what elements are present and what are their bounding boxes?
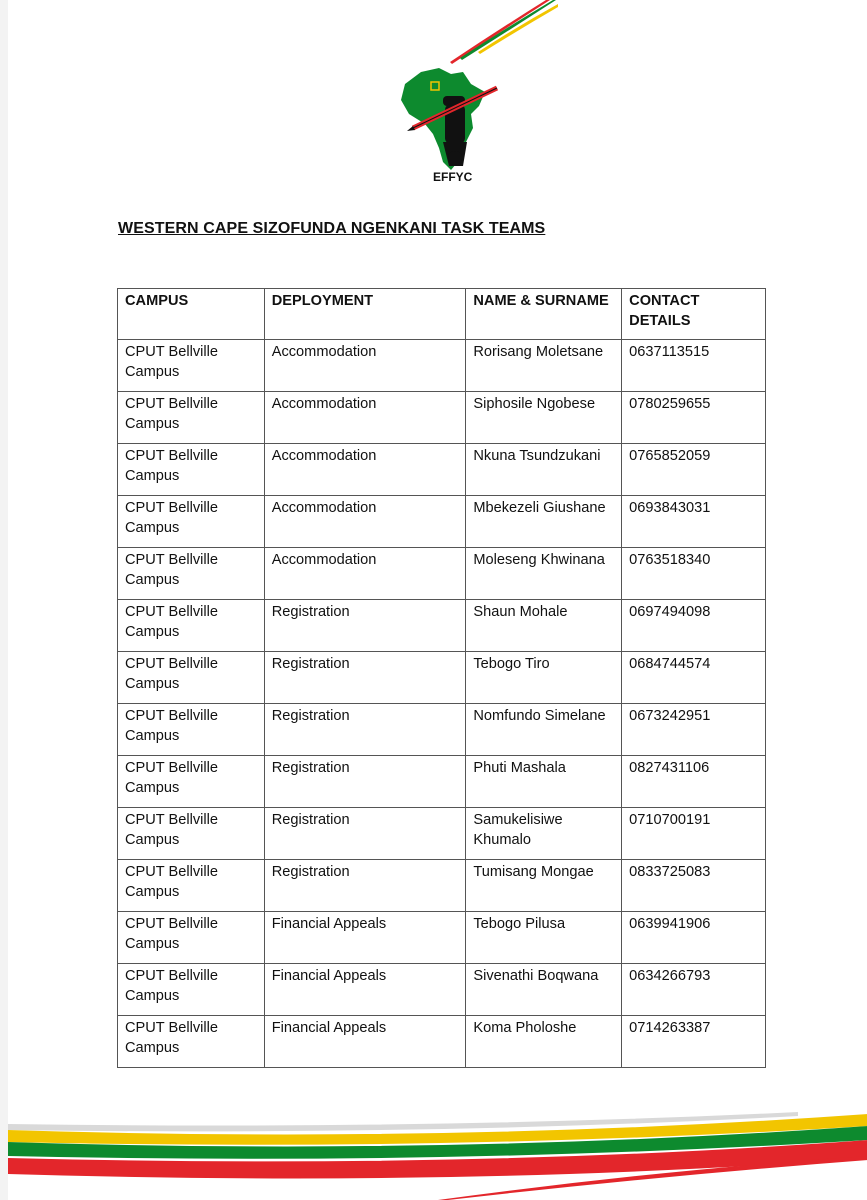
logo-wordmark: EFFYC — [433, 170, 473, 184]
table-row — [118, 652, 766, 704]
cell-campus: CPUT Bellville Campus — [118, 912, 265, 964]
cell-contact-details: 0634266793 — [622, 964, 766, 1016]
cell-campus: CPUT Bellville Campus — [118, 340, 265, 392]
cell-name-surname: Mbekezeli Giushane — [466, 496, 622, 548]
bottom-stripe-decoration — [8, 1100, 867, 1200]
cell-deployment: Financial Appeals — [264, 964, 466, 1016]
table-row — [118, 860, 766, 912]
table-row — [118, 340, 766, 392]
table-row — [118, 548, 766, 600]
document-page — [8, 0, 867, 1200]
cell-deployment: Financial Appeals — [264, 912, 466, 964]
table-row — [118, 808, 766, 860]
cell-name-surname: Phuti Mashala — [466, 756, 622, 808]
cell-name-surname: Rorisang Moletsane — [466, 340, 622, 392]
header-deployment: DEPLOYMENT — [264, 289, 466, 340]
cell-contact-details: 0833725083 — [622, 860, 766, 912]
cell-name-surname: Moleseng Khwinana — [466, 548, 622, 600]
cell-campus: CPUT Bellville Campus — [118, 444, 265, 496]
header-campus: CAMPUS — [118, 289, 265, 340]
cell-deployment: Registration — [264, 808, 466, 860]
cell-contact-details: 0637113515 — [622, 340, 766, 392]
cell-contact-details: 0714263387 — [622, 1016, 766, 1068]
cell-name-surname: Tebogo Tiro — [466, 652, 622, 704]
cell-contact-details: 0710700191 — [622, 808, 766, 860]
table-row — [118, 600, 766, 652]
cell-campus: CPUT Bellville Campus — [118, 392, 265, 444]
cell-contact-details: 0697494098 — [622, 600, 766, 652]
cell-deployment: Accommodation — [264, 340, 466, 392]
table-row — [118, 1016, 766, 1068]
cell-name-surname: Shaun Mohale — [466, 600, 622, 652]
table-header-row — [118, 289, 766, 340]
cell-campus: CPUT Bellville Campus — [118, 496, 265, 548]
document-title: WESTERN CAPE SIZOFUNDA NGENKANI TASK TEAMS — [118, 220, 546, 237]
cell-deployment: Registration — [264, 860, 466, 912]
table-row — [118, 444, 766, 496]
cell-campus: CPUT Bellville Campus — [118, 860, 265, 912]
cell-deployment: Accommodation — [264, 548, 466, 600]
cell-deployment: Financial Appeals — [264, 1016, 466, 1068]
cell-contact-details: 0673242951 — [622, 704, 766, 756]
cell-campus: CPUT Bellville Campus — [118, 548, 265, 600]
cell-campus: CPUT Bellville Campus — [118, 704, 265, 756]
cell-contact-details: 0684744574 — [622, 652, 766, 704]
top-swoosh-decoration — [438, 0, 558, 70]
cell-campus: CPUT Bellville Campus — [118, 652, 265, 704]
effyc-logo — [393, 66, 503, 188]
task-teams-table — [117, 288, 766, 1068]
table-row — [118, 964, 766, 1016]
cell-name-surname: Tumisang Mongae — [466, 860, 622, 912]
cell-campus: CPUT Bellville Campus — [118, 808, 265, 860]
header-name-surname: NAME & SURNAME — [466, 289, 622, 340]
cell-deployment: Registration — [264, 600, 466, 652]
cell-name-surname: Nomfundo Simelane — [466, 704, 622, 756]
table-row — [118, 392, 766, 444]
header-contact-details: CONTACT DETAILS — [622, 289, 766, 340]
cell-deployment: Accommodation — [264, 496, 466, 548]
cell-name-surname: Tebogo Pilusa — [466, 912, 622, 964]
cell-contact-details: 0780259655 — [622, 392, 766, 444]
cell-name-surname: Sivenathi Boqwana — [466, 964, 622, 1016]
cell-name-surname: Siphosile Ngobese — [466, 392, 622, 444]
table-row — [118, 756, 766, 808]
cell-contact-details: 0763518340 — [622, 548, 766, 600]
cell-contact-details: 0765852059 — [622, 444, 766, 496]
table-row — [118, 496, 766, 548]
cell-campus: CPUT Bellville Campus — [118, 600, 265, 652]
cell-name-surname: Samukelisiwe Khumalo — [466, 808, 622, 860]
cell-campus: CPUT Bellville Campus — [118, 1016, 265, 1068]
cell-contact-details: 0693843031 — [622, 496, 766, 548]
cell-deployment: Registration — [264, 756, 466, 808]
cell-campus: CPUT Bellville Campus — [118, 964, 265, 1016]
table-row — [118, 912, 766, 964]
cell-contact-details: 0827431106 — [622, 756, 766, 808]
cell-contact-details: 0639941906 — [622, 912, 766, 964]
cell-name-surname: Koma Pholoshe — [466, 1016, 622, 1068]
cell-name-surname: Nkuna Tsundzukani — [466, 444, 622, 496]
cell-deployment: Accommodation — [264, 444, 466, 496]
cell-deployment: Accommodation — [264, 392, 466, 444]
cell-deployment: Registration — [264, 652, 466, 704]
cell-campus: CPUT Bellville Campus — [118, 756, 265, 808]
cell-deployment: Registration — [264, 704, 466, 756]
table-row — [118, 704, 766, 756]
